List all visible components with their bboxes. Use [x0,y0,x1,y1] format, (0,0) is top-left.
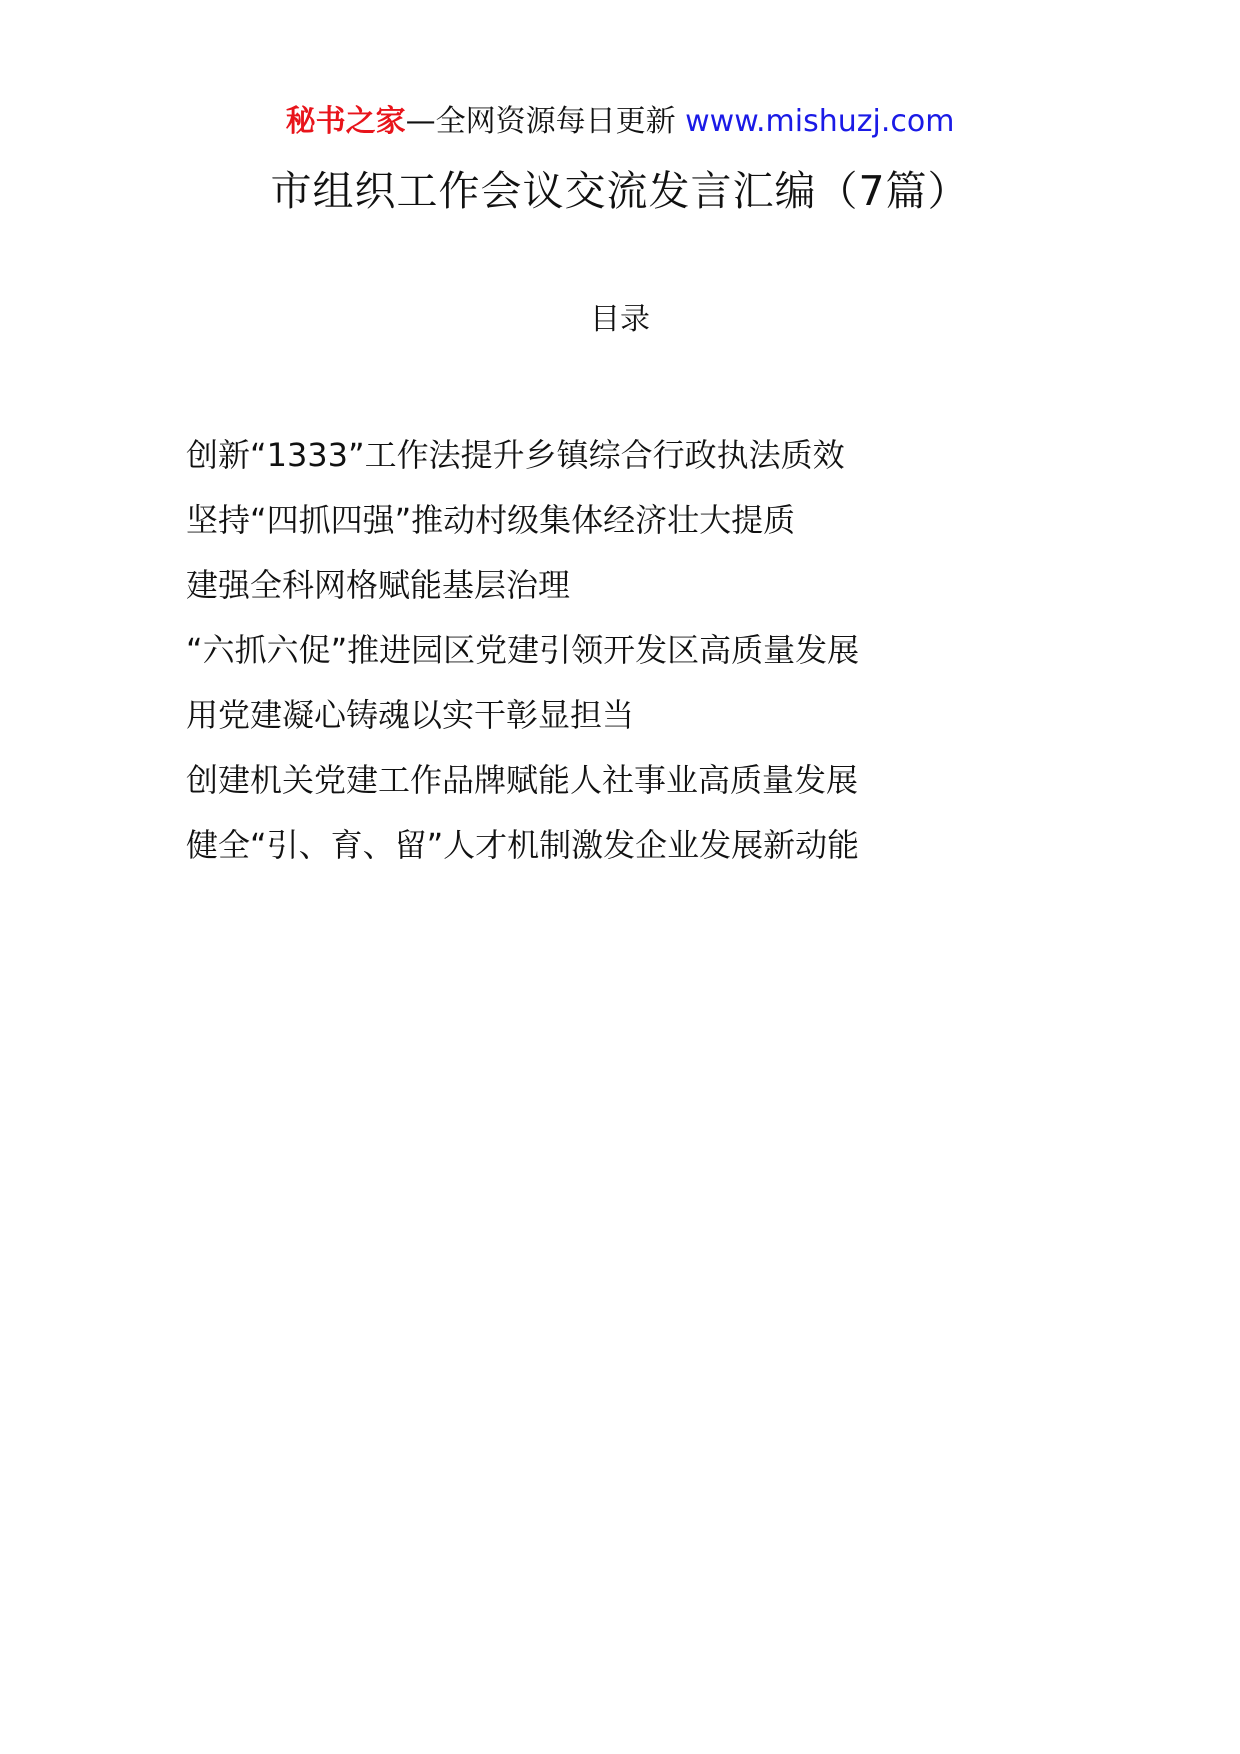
toc-item[interactable]: 建强全科网格赋能基层治理 [186,566,571,604]
site-header [0,100,1240,144]
toc-item[interactable]: 用党建凝心铸魂以实干彰显担当 [186,696,635,734]
document-title: 市组织工作会议交流发言汇编（7篇） [270,167,970,215]
toc-heading: 目录 [590,302,650,337]
site-link[interactable]: www.mishuzj.com [685,104,955,139]
header-tagline: —全网资源每日更新 [405,104,686,139]
toc-list [186,423,1186,878]
toc-item[interactable]: 创新“1333”工作法提升乡镇综合行政执法质效 [186,436,845,474]
toc-item[interactable]: 坚持“四抓四强”推动村级集体经济壮大提质 [186,501,796,539]
toc-item[interactable]: 创建机关党建工作品牌赋能人社事业高质量发展 [186,761,859,799]
toc-item[interactable]: 健全“引、育、留”人才机制激发企业发展新动能 [186,826,860,864]
brand-name: 秘书之家 [285,104,406,139]
toc-item[interactable]: “六抓六促”推进园区党建引领开发区高质量发展 [186,631,860,669]
